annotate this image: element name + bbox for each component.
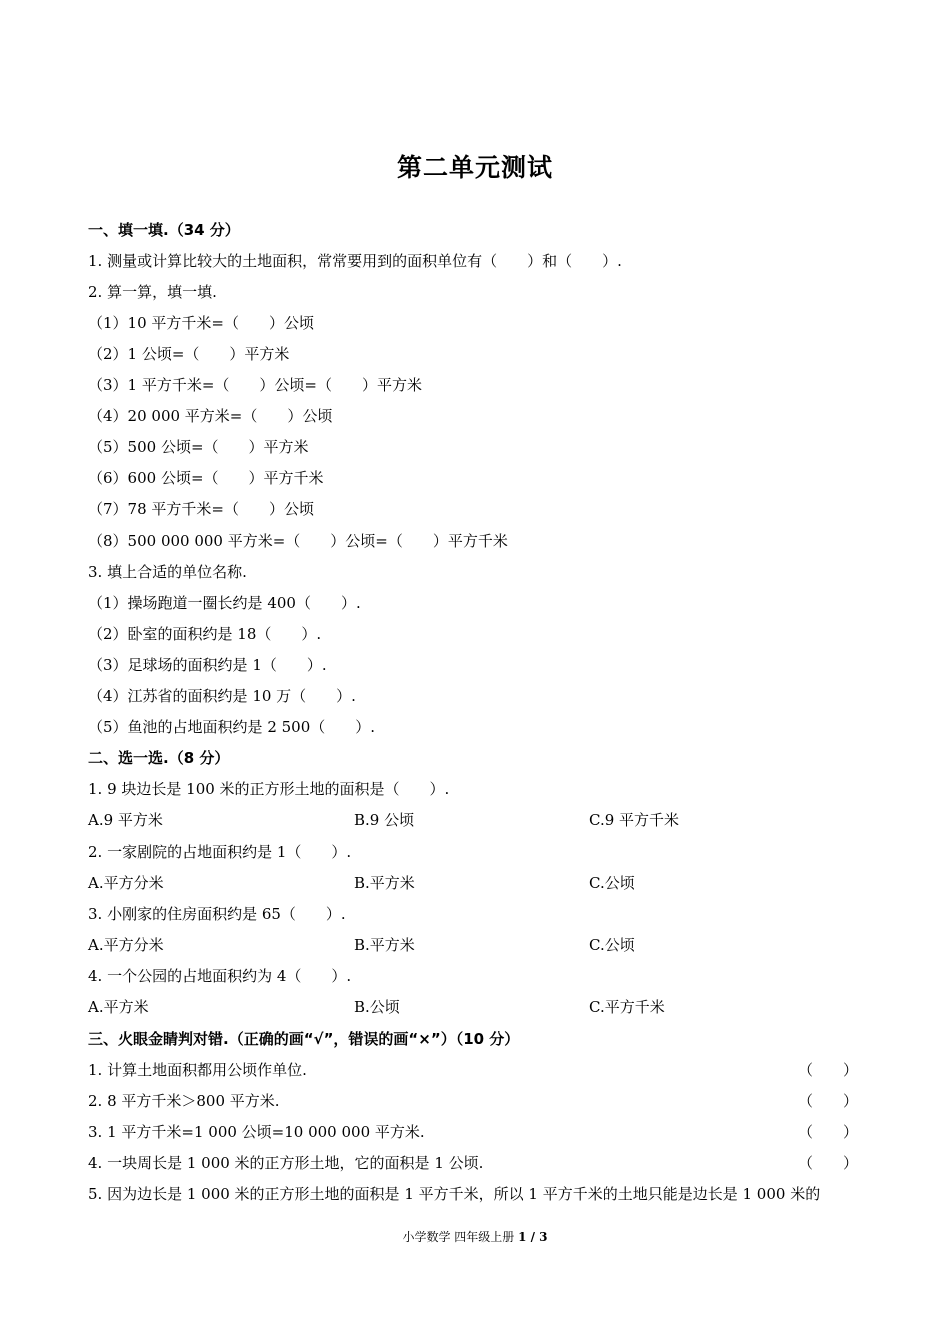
option-c: C.公顷 bbox=[589, 874, 635, 892]
choice-question: 2. 一家剧院的占地面积约是 1（ ）. bbox=[88, 843, 352, 861]
option-b: B.平方米 bbox=[354, 874, 415, 892]
page-number: 1 / 3 bbox=[518, 1230, 548, 1244]
option-a: A.平方分米 bbox=[88, 874, 164, 892]
option-b: B.9 公顷 bbox=[354, 811, 415, 829]
answer-bracket: （ ） bbox=[798, 1154, 859, 1172]
sub-item: （7）78 平方千米=（ ）公顷 bbox=[88, 500, 314, 518]
sub-item: （3）足球场的面积约是 1（ ）. bbox=[88, 656, 327, 674]
question-1-2: 2. 算一算，填一填. bbox=[88, 283, 217, 301]
option-a: A.9 平方米 bbox=[88, 811, 163, 829]
section-heading-judge: 三、火眼金睛判对错.（正确的画“√”，错误的画“×”）（10 分） bbox=[88, 1030, 520, 1048]
page-title: 第二单元测试 bbox=[396, 153, 553, 182]
option-c: C.平方千米 bbox=[589, 998, 665, 1016]
footer-text: 小学数学 四年级上册 bbox=[402, 1230, 519, 1244]
sub-item: （1）操场跑道一圈长约是 400（ ）. bbox=[88, 594, 361, 612]
answer-bracket: （ ） bbox=[798, 1061, 859, 1079]
sub-item: （5）鱼池的占地面积约是 2 500（ ）. bbox=[88, 718, 376, 736]
page-footer bbox=[0, 1228, 950, 1245]
sub-item: （6）600 公顷=（ ）平方千米 bbox=[88, 469, 324, 487]
choice-question: 1. 9 块边长是 100 米的正方形土地的面积是（ ）. bbox=[88, 780, 450, 798]
sub-item: （2）1 公顷=（ ）平方米 bbox=[88, 345, 290, 363]
option-b: B.平方米 bbox=[354, 936, 415, 954]
option-a: A.平方米 bbox=[88, 998, 149, 1016]
option-a: A.平方分米 bbox=[88, 936, 164, 954]
section-heading-choice: 二、选一选.（8 分） bbox=[88, 749, 230, 767]
sub-item: （4）江苏省的面积约是 10 万（ ）. bbox=[88, 687, 356, 705]
judge-item: 2. 8 平方千米＞800 平方米. bbox=[88, 1092, 280, 1110]
sub-item: （5）500 公顷=（ ）平方米 bbox=[88, 438, 309, 456]
section-heading-fill: 一、填一填.（34 分） bbox=[88, 221, 240, 239]
judge-item: 5. 因为边长是 1 000 米的正方形土地的面积是 1 平方千米，所以 1 平方千米的土地只能是边长是 1 000 米的 bbox=[88, 1185, 821, 1203]
option-c: C.公顷 bbox=[589, 936, 635, 954]
sub-item: （8）500 000 000 平方米=（ ）公顷=（ ）平方千米 bbox=[88, 532, 508, 550]
question-1-3: 3. 填上合适的单位名称. bbox=[88, 563, 247, 581]
option-b: B.公顷 bbox=[354, 998, 400, 1016]
question-1-1: 1. 测量或计算比较大的土地面积，常常要用到的面积单位有（ ）和（ ）. bbox=[88, 252, 622, 270]
sub-item: （2）卧室的面积约是 18（ ）. bbox=[88, 625, 322, 643]
option-c: C.9 平方千米 bbox=[589, 811, 680, 829]
choice-question: 3. 小刚家的住房面积约是 65（ ）. bbox=[88, 905, 346, 923]
judge-item: 3. 1 平方千米=1 000 公顷=10 000 000 平方米. bbox=[88, 1123, 425, 1141]
judge-item: 1. 计算土地面积都用公顷作单位. bbox=[88, 1061, 307, 1079]
sub-item: （4）20 000 平方米=（ ）公顷 bbox=[88, 407, 333, 425]
answer-bracket: （ ） bbox=[798, 1123, 859, 1141]
sub-item: （3）1 平方千米=（ ）公顷=（ ）平方米 bbox=[88, 376, 422, 394]
sub-item: （1）10 平方千米=（ ）公顷 bbox=[88, 314, 314, 332]
answer-bracket: （ ） bbox=[798, 1092, 859, 1110]
judge-item: 4. 一块周长是 1 000 米的正方形土地，它的面积是 1 公顷. bbox=[88, 1154, 484, 1172]
choice-question: 4. 一个公园的占地面积约为 4（ ）. bbox=[88, 967, 352, 985]
